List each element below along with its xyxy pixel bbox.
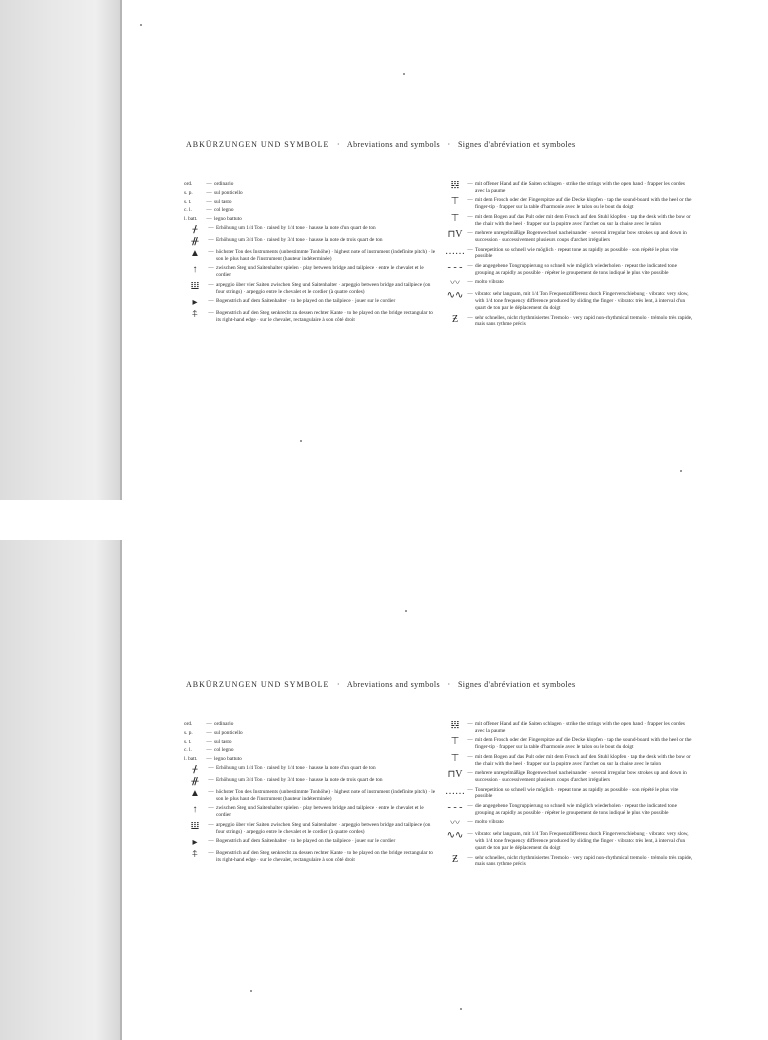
abbreviation-row [184,216,436,223]
symbol-meaning: molto vibrato [475,279,504,286]
heading-english: Abreviations and symbols [346,680,441,689]
heading-separator: · [447,140,451,149]
legend-left-column [184,181,436,327]
abbreviation-meaning: ordinario [214,181,234,187]
open-hand-strike-icon: 𝍓 [450,180,460,191]
scanned-page-bottom [0,540,768,1040]
dash: — [208,265,214,272]
between-bridge-tailpiece-icon: ↑ [192,264,198,276]
dash: — [208,850,214,857]
abbreviation: c. l. [184,747,192,754]
symbol-row [184,805,436,818]
symbol-meaning: Bogenstrich auf den Steg senkrecht zu dessen rechter Kante · to be played on the bridge rectangular to its right-hand edge · sur le chevalet, rectangulaire à son côté droit [216,850,433,863]
symbol-meaning: Tonrepetition so schnell wie möglich · repeat tone as rapidly as possible · son répété le plus vite possible [475,786,679,800]
gutter-edge [120,540,122,1040]
dash: — [206,721,212,727]
page-gutter [0,0,120,500]
dash: — [467,770,473,777]
frog-knock-icon: ⊤ [450,736,460,748]
abbreviation: s. p. [184,189,193,196]
abbreviation: s. t. [184,198,192,205]
abbreviation-meaning: sul ponticello [214,729,243,736]
dash: — [467,181,473,187]
dash: — [206,198,212,205]
heading-german: ABKÜRZUNGEN UND SYMBOLE [186,680,330,689]
scan-speck [300,440,302,442]
three-quarter-sharp-icon: ᚌ [191,775,199,787]
heading-separator: · [336,680,340,689]
symbol-meaning: Bogenstrich auf dem Saitenhalter · to be played on the tailpiece · jouer sur le cordier [216,298,396,305]
symbol-meaning: mit dem Bogen auf das Pult oder mit dem Frosch auf den Stuhl klopfen · tap the desk with the bow or the chair with the heel · frapper sur la pupitre avec l'archet ou sur la chaise avec le talon [475,753,691,767]
abbreviation-row [184,739,436,746]
symbol-meaning: zwischen Steg und Saitenhalter spielen · play between bridge and tailpiece · entre le chevalet et le cordier [216,805,424,819]
scan-speck [460,1008,462,1010]
slow-vibrato-icon: ∿∿ [446,830,464,842]
abbreviation-meaning: legno battuto [214,216,242,223]
slow-vibrato-icon: ∿∿ [446,290,464,302]
symbol-row [445,855,695,868]
symbol-row [445,803,695,816]
dash: — [206,756,212,763]
heading-separator: · [447,680,451,689]
symbol-row [184,298,436,307]
symbol-meaning: die angegebene Tongruppierung so schnell wie möglich wiederholen · repeat the indicated tone grouping as rapidly as possible · répéter le groupement de tons indiqué le plus vite possible [475,803,677,816]
symbol-row [184,822,436,835]
dash: — [208,236,214,243]
dash: — [208,298,214,305]
abbreviation-meaning: col legno [214,207,234,214]
desk-tap-icon: ⊤ [450,212,460,224]
scan-speck [140,24,142,26]
heading-french: Signes d'abréviation et symboles [457,140,576,149]
tone-repetition-icon: …… [445,245,465,257]
irregular-bow-strokes-icon: ⊓V [447,769,463,781]
symbol-row [184,850,436,863]
abbreviation-row [184,721,436,728]
symbol-row [184,282,436,295]
symbol-row [184,777,436,786]
heading-english: Abreviations and symbols [346,140,441,149]
dash: — [467,831,473,838]
bow-on-tailpiece-icon: ▸ [192,837,198,849]
symbol-row [184,838,436,847]
symbol-meaning: mehrere unregelmäßige Bogenwechsel nacheinander · several irregular bow strokes up and down in succession · successivement plusieurs coups d'archet irréguliers [475,230,687,243]
arpeggio-four-strings-icon: 𝍔 [190,280,200,292]
symbol-row [445,819,695,828]
symbol-row [445,181,695,194]
three-quarter-sharp-icon: ᚌ [191,235,199,247]
group-repetition-icon: - - - [447,262,463,274]
heading-french: Signes d'abréviation et symboles [457,680,576,689]
dash: — [206,181,212,187]
symbol-row [445,197,695,210]
scan-speck [403,73,405,75]
abbreviation-row [184,747,436,754]
symbol-row [184,265,436,278]
symbol-meaning: die angegebene Tongruppierung so schnell wie möglich wiederholen · repeat the indicated tone grouping as rapidly as possible · répéter le groupement de tons indiqué le plus vite possible [475,263,677,276]
symbol-meaning: mehrere unregelmäßige Bogenwechsel nacheinander · several irregular bow strokes up and down in succession · successivement plusieurs coups d'archet irréguliers [475,770,687,783]
symbol-row [184,249,436,262]
symbol-row [445,214,695,227]
symbol-row [445,831,695,851]
heading-german: ABKÜRZUNGEN UND SYMBOLE [186,140,330,149]
symbol-row [445,721,695,734]
group-repetition-icon: - - - [447,802,463,814]
dash: — [206,216,212,223]
symbol-meaning: Bogenstrich auf dem Saitenhalter · to be played on the tailpiece · jouer sur le cordier [216,838,396,845]
abbreviation-row [184,181,436,188]
bow-on-tailpiece-icon: ▸ [192,297,198,309]
dash: — [467,737,473,744]
highest-note-icon: ▲ [190,787,200,799]
dash: — [467,819,473,826]
abbreviation-row [184,190,436,197]
tremolo-icon: Ƶ [451,313,459,325]
symbol-meaning: Erhöhung um 3/4 Ton · raised by 3/4 tone · hausse la note de trois quart de ton [216,236,383,243]
molto-vibrato-icon: 〰 [450,278,460,290]
dash: — [208,776,214,783]
legend-heading [186,680,726,689]
dash: — [208,838,214,845]
tremolo-icon: Ƶ [451,853,459,865]
dash: — [208,805,214,812]
dash: — [467,803,473,810]
dash: — [208,788,214,795]
gutter-edge [120,0,122,500]
dash: — [467,246,473,253]
symbol-meaning: Erhöhung um 1/4 Ton · raised by 1/4 tone · hausse la note d'un quart de ton [216,764,376,771]
molto-vibrato-icon: 〰 [450,818,460,830]
arpeggio-four-strings-icon: 𝍔 [190,820,200,832]
abbreviation-row [184,207,436,214]
abbreviation-meaning: sul tasto [214,738,232,745]
symbol-meaning: Erhöhung um 3/4 Ton · raised by 3/4 tone · hausse la note de trois quart de ton [216,776,383,783]
abbreviation-meaning: col legno [214,747,234,754]
symbol-meaning: mit offener Hand auf die Saiten schlagen · strike the strings with the open hand · frapper les cordes avec la paume [475,721,685,734]
symbol-meaning: mit dem Frosch oder der Fingerspitze auf die Decke klopfen · tap the sound-board with the heel or the finger-tip · frapper sur la table d'harmonie avec le talon ou le bout du doigt [475,737,692,751]
symbol-row [445,770,695,783]
dash: — [467,314,473,321]
tone-repetition-icon: …… [445,785,465,797]
dash: — [208,281,214,288]
legend-right-column [445,181,695,331]
symbol-meaning: höchster Ton des Instruments (unbestimmte Tonhöhe) · highest note of instrument (indefinite pitch) · le son le plus haut de l'instrument (hauteur indéterminée) [216,788,436,802]
between-bridge-tailpiece-icon: ↑ [192,804,198,816]
dash: — [467,230,473,237]
abbreviation: l. batt. [184,756,198,763]
abbreviation: ord. [184,721,193,727]
dash: — [467,197,473,204]
scan-speck [680,470,682,472]
legend-heading [186,140,726,149]
symbol-meaning: vibrato: sehr langsam, mit 1/4 Ton Frequenzdifferenz durch Fingerverschiebung · vibrato: very slow, with 1/4 tone frequency difference produced by sliding the finger · vibrato: très lent, à interval d'un quart de ton par le déplacement du doigt [475,291,689,311]
symbol-row [184,789,436,802]
scanned-page-top [0,0,768,500]
symbol-meaning: molto vibrato [475,819,504,826]
dash: — [208,310,214,317]
symbol-row [445,291,695,311]
symbol-meaning: vibrato: sehr langsam, mit 1/4 Ton Frequenzdifferenz durch Fingerverschiebung · vibrato: very slow, with 1/4 tone frequency difference produced by sliding the finger · vibrato: très lent, à interval d'un quart de ton par le déplacement du doigt [475,831,689,851]
dash: — [467,263,473,270]
dash: — [206,738,212,745]
dash: — [206,747,212,754]
frog-knock-icon: ⊤ [450,196,460,208]
symbol-row [445,230,695,243]
symbol-row [184,225,436,234]
abbreviation-row [184,199,436,206]
abbreviation-row [184,730,436,737]
symbol-meaning: sehr schnelles, nicht rhythmisiertes Tremolo · very rapid non-rhythmical tremolo · trémolo très rapide, mais sans rythme précis [475,314,693,328]
dash: — [467,291,473,298]
symbol-meaning: arpeggio über vier Saiten zwischen Steg und Saitenhalter · arpeggio between bridge and tailpiece (on four strings) · arpeggio entre le chevalet et le cordier (à quatre cordes) [216,821,431,835]
symbol-row [445,754,695,767]
scan-speck [250,990,252,992]
abbreviation: c. l. [184,207,192,214]
symbol-row [445,247,695,260]
symbol-row [445,315,695,328]
dash: — [206,207,212,214]
abbreviation: s. t. [184,738,192,745]
desk-tap-icon: ⊤ [450,752,460,764]
symbol-meaning: Erhöhung um 1/4 Ton · raised by 1/4 tone · hausse la note d'un quart de ton [216,224,376,231]
dash: — [208,248,214,255]
dash: — [467,279,473,286]
symbol-meaning: mit dem Bogen auf das Pult oder mit dem Frosch auf den Stuhl klopfen · tap the desk with the bow or the chair with the heel · frapper sur la pupitre avec l'archet ou sur la chaise avec le talon [475,213,691,227]
abbreviation: l. batt. [184,216,198,223]
abbreviation-meaning: sul ponticello [214,189,243,196]
symbol-row [445,263,695,276]
quarter-sharp-icon: ᚋ [192,763,198,775]
abbreviation-meaning: ordinario [214,721,234,727]
open-hand-strike-icon: 𝍓 [450,720,460,731]
symbol-meaning: Tonrepetition so schnell wie möglich · repeat tone as rapidly as possible · son répété le plus vite possible [475,246,679,260]
symbol-row [445,279,695,288]
symbol-meaning: höchster Ton des Instruments (unbestimmte Tonhöhe) · highest note of instrument (indefinite pitch) · le son le plus haut de l'instrument (hauteur indéterminée) [216,248,436,262]
bow-on-bridge-icon: ⍏ [192,309,198,321]
legend-left-column [184,721,436,867]
dash: — [467,753,473,760]
dash: — [467,213,473,220]
legend-right-column [445,721,695,871]
dash: — [467,854,473,861]
abbreviation-row [184,756,436,763]
abbreviation-meaning: sul tasto [214,198,232,205]
symbol-meaning: sehr schnelles, nicht rhythmisiertes Tremolo · very rapid non-rhythmical tremolo · trémolo très rapide, mais sans rythme précis [475,854,693,868]
scan-speck [405,610,407,612]
highest-note-icon: ▲ [190,247,200,259]
symbol-row [445,787,695,800]
heading-separator: · [336,140,340,149]
symbol-meaning: arpeggio über vier Saiten zwischen Steg und Saitenhalter · arpeggio between bridge and tailpiece (on four strings) · arpeggio entre le chevalet et le cordier (à quatre cordes) [216,281,431,295]
abbreviation: s. p. [184,729,193,736]
symbol-meaning: mit offener Hand auf die Saiten schlagen · strike the strings with the open hand · frapper les cordes avec la paume [475,181,685,194]
symbol-row [184,765,436,774]
dash: — [467,721,473,727]
bow-on-bridge-icon: ⍏ [192,849,198,861]
dash: — [208,821,214,828]
symbol-meaning: zwischen Steg und Saitenhalter spielen · play between bridge and tailpiece · entre le chevalet et le cordier [216,265,424,279]
page-gutter [0,540,120,1040]
quarter-sharp-icon: ᚋ [192,223,198,235]
dash: — [206,189,212,196]
dash: — [208,224,214,231]
symbol-meaning: Bogenstrich auf den Steg senkrecht zu dessen rechter Kante · to be played on the bridge rectangular to its right-hand edge · sur le chevalet, rectangulaire à son côté droit [216,310,433,323]
dash: — [467,786,473,793]
abbreviation: ord. [184,181,193,187]
symbol-row [184,310,436,323]
symbol-row [184,237,436,246]
dash: — [206,729,212,736]
symbol-row [445,737,695,750]
abbreviation-meaning: legno battuto [214,756,242,763]
symbol-meaning: mit dem Frosch oder der Fingerspitze auf die Decke klopfen · tap the sound-board with the heel or the finger-tip · frapper sur la table d'harmonie avec le talon ou le bout du doigt [475,197,692,211]
irregular-bow-strokes-icon: ⊓V [447,229,463,241]
dash: — [208,764,214,771]
